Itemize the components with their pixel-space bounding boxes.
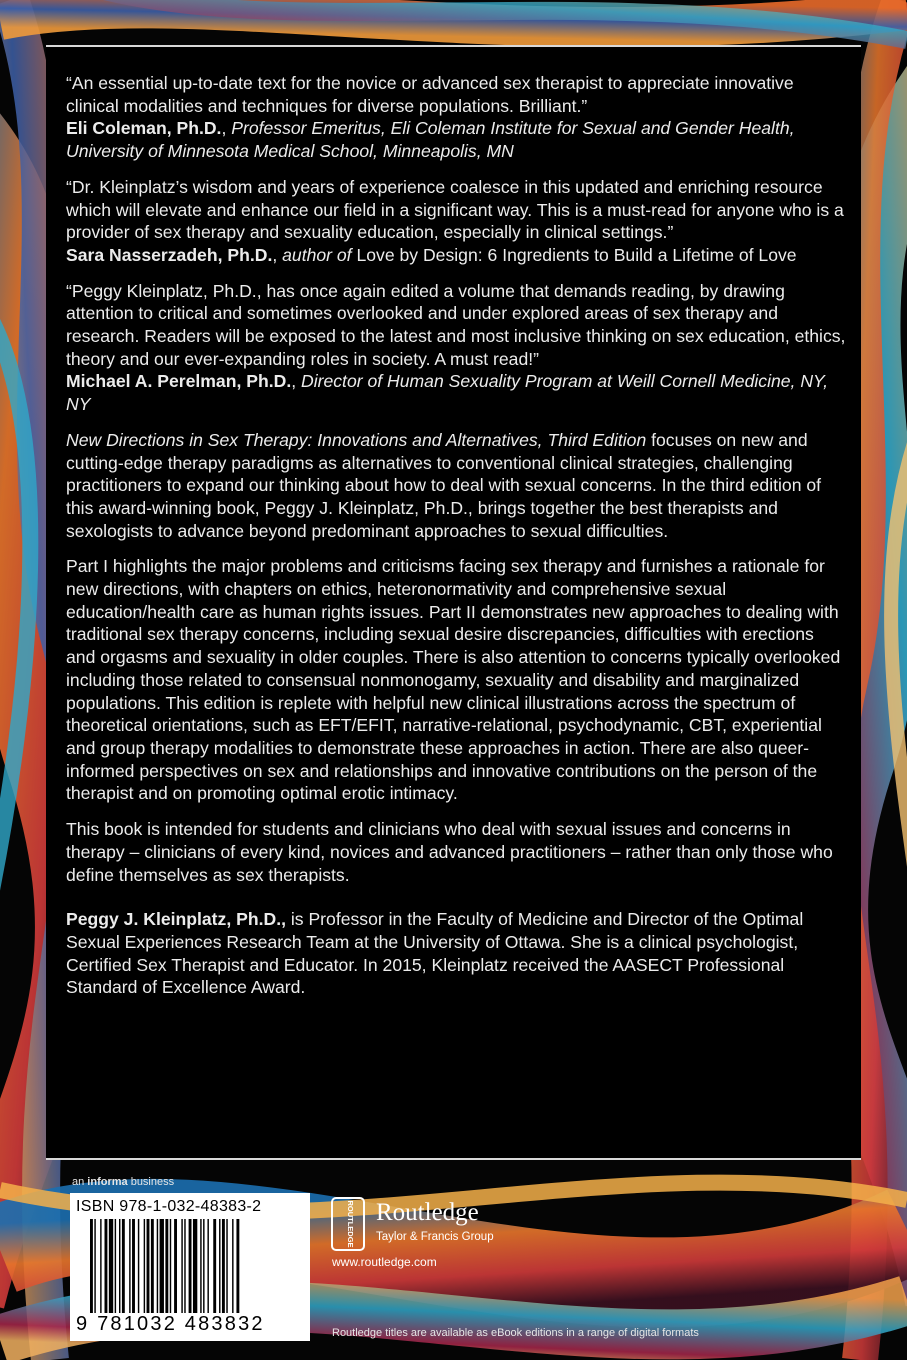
barcode-bar — [144, 1219, 145, 1313]
quote-author: Sara Nasserzadeh, Ph.D. — [66, 244, 273, 265]
barcode-bar — [193, 1219, 197, 1313]
barcode-bar — [236, 1219, 239, 1313]
quote-author: Eli Coleman, Ph.D. — [66, 118, 222, 139]
barcode-bar — [181, 1219, 182, 1313]
barcode-bars — [90, 1219, 296, 1313]
barcode-bar — [189, 1219, 192, 1313]
barcode-bar — [207, 1219, 208, 1313]
quote-2: “Dr. Kleinplatz’s wisdom and years of experience coalesce in this updated and enriching resource which will elevate and enhance our field in a significant way. This is a must-read for anyone who is a provider of sex therapy and sexuality education, especially in clinical settings.” Sara Nasserzadeh, Ph.D., author of Love by Design: 6 Ingredients to Build a Lifetime of Love — [66, 176, 844, 265]
barcode-bar — [157, 1219, 158, 1313]
barcode-bar — [203, 1219, 204, 1313]
quote-text: “Dr. Kleinplatz’s wisdom and years of experience coalesce in this updated and enriching resource which will elevate and enhance our field in a significant way. This is a must-read for anyone who is a provider of sex therapy and sexuality education, especially in clinical settings.” — [66, 176, 844, 243]
quote-text: “Peggy Kleinplatz, Ph.D., has once again edited a volume that demands reading, by drawing attention to critical and sometimes overlooked and under explored areas of sex therapy and research. Readers will be exposed to the latest and most inclusive thinking on sex education, ethics, theory and our ever-expanding roles in society. A must read!” — [66, 280, 846, 369]
author-bio — [66, 908, 846, 999]
isbn-barcode — [70, 1193, 310, 1341]
barcode-bar — [232, 1219, 233, 1313]
barcode-bar — [138, 1219, 139, 1313]
barcode-bar — [165, 1219, 168, 1313]
quote-affiliation: Director of Human Sexuality Program at Weill Cornell Medicine, NY, NY — [66, 371, 829, 415]
description-paragraph-1 — [66, 429, 846, 543]
barcode-bar — [170, 1219, 171, 1313]
barcode-bar — [222, 1219, 225, 1313]
barcode-bar — [151, 1219, 154, 1313]
description-paragraph-2: Part I highlights the major problems and criticisms facing sex therapy and furnishes a rationale for new directions, with chapters on ethics, heteronormativity and comprehensive sexual education/health care as human rights issues. Part II demonstrates new approaches to dealing with traditional sex therapy concerns, including sexual desire discrepancies, difficulties with erections and orgasms and sexuality in older couples. There is also attention to concerns typically overlooked including those related to consensual nonmonogamy, sexuality and disability and marginalized populations. This edition is replete with helpful new clinical illustrations across the spectrum of theoretical orientations, such as EFT/EFIT, narrative-relational, psychodynamic, CBT, experiential and group therapy modalities to demonstrate these approaches in action. There are also queer-informed perspectives on sex and relationships and innovative contributions on the person of the therapist and on promoting optimal erotic intimacy. — [66, 556, 841, 804]
top-rule — [46, 45, 861, 47]
barcode-bar — [122, 1219, 125, 1313]
routledge-logo-icon — [330, 1196, 366, 1252]
barcode-bar — [105, 1219, 108, 1313]
publisher-group: Taylor & Francis Group — [376, 1231, 494, 1243]
barcode-bar — [119, 1219, 120, 1313]
barcode-bar — [129, 1219, 130, 1313]
barcode-bar — [226, 1219, 227, 1313]
quote-affiliation: Love by Design: 6 Ingredients to Build a Lifetime of Love — [356, 244, 797, 265]
quote-author: Michael A. Perelman, Ph.D. — [66, 371, 292, 392]
barcode-digits: 9 781032 483832 — [76, 1313, 265, 1335]
book-title: New Directions in Sex Therapy: Innovations and Alternatives, Third Edition — [66, 429, 647, 450]
bio-text: is Professor in the Faculty of Medicine and Director of the Optimal Sexual Experiences Research Team at the University of Ottawa. She is a clinical psychologist, Certified Sex Therapist and Educator. In 2015, Kleinplatz received the AASECT Professional Standard of Excellence Award. — [66, 909, 804, 998]
back-cover-text — [66, 72, 846, 1012]
quote-affiliation-prefix: author of — [282, 244, 352, 265]
isbn-number: ISBN 978-1-032-48383-2 — [76, 1198, 262, 1215]
description-paragraph-3: This book is intended for students and clinicians who deal with sexual issues and concerns in therapy – clinicians of every kind, novices and advanced practitioners – rather than only those who define themselves as sex therapists. — [66, 819, 833, 885]
barcode-bar — [115, 1219, 116, 1313]
ebook-note: Routledge titles are available as eBook editions in a range of digital formats — [332, 1327, 699, 1339]
barcode-bar — [174, 1219, 177, 1313]
informa-label: an informa business — [72, 1176, 175, 1188]
barcode-bar — [90, 1219, 93, 1313]
barcode-bar — [109, 1219, 113, 1313]
quote-affiliation: Professor Emeritus, Eli Coleman Institute for Sexual and Gender Health, University of Minnesota Medical School, Minneapolis, MN — [66, 118, 795, 162]
barcode-bar — [213, 1219, 216, 1313]
barcode-bar — [132, 1219, 135, 1313]
bottom-rule — [46, 1158, 861, 1160]
publisher-name: Routledge — [376, 1199, 479, 1226]
publisher-url[interactable]: www.routledge.com — [332, 1255, 437, 1269]
quote-3: “Peggy Kleinplatz, Ph.D., has once again edited a volume that demands reading, by drawing attention to critical and sometimes overlooked and under explored areas of sex therapy and research. Readers will be exposed to the latest and most inclusive thinking on sex education, ethics, theory and our ever-expanding roles in society. A must read!” Michael A. Perelman, Ph.D., Director of Human Sexuality Program at Weill Cornell Medicine, NY, NY — [66, 280, 846, 415]
description-text: focuses on new and cutting-edge therapy paradigms as alternatives to conventional clinical strategies, challenging practitioners to expand our thinking about how to deal with sexual concerns. In the third edition of this award-winning book, Peggy J. Kleinplatz, Ph.D., brings together the best therapists and sexologists to advance beyond predominant approaches to sexual difficulties. — [66, 429, 822, 541]
barcode-bar — [160, 1219, 164, 1313]
barcode-bar — [94, 1219, 95, 1313]
barcode-bar — [184, 1219, 185, 1313]
bio-name: Peggy J. Kleinplatz, Ph.D., — [66, 909, 286, 930]
logo-text: ROUTLEDGE — [346, 1200, 355, 1248]
quote-text: “An essential up-to-date text for the novice or advanced sex therapist to appreciate innovative clinical modalities and techniques for diverse populations. Brilliant.” — [66, 73, 794, 116]
barcode-bar — [200, 1219, 201, 1313]
quote-1: “An essential up-to-date text for the novice or advanced sex therapist to appreciate innovative clinical modalities and techniques for diverse populations. Brilliant.” Eli Coleman, Ph.D., Professor Emeritus, Eli Coleman Institute for Sexual and Gender Health, University of Minnesota Medical School, Minneapolis, MN — [66, 73, 795, 162]
barcode-bar — [219, 1219, 220, 1313]
barcode-bar — [100, 1219, 101, 1313]
barcode-bar — [147, 1219, 150, 1313]
